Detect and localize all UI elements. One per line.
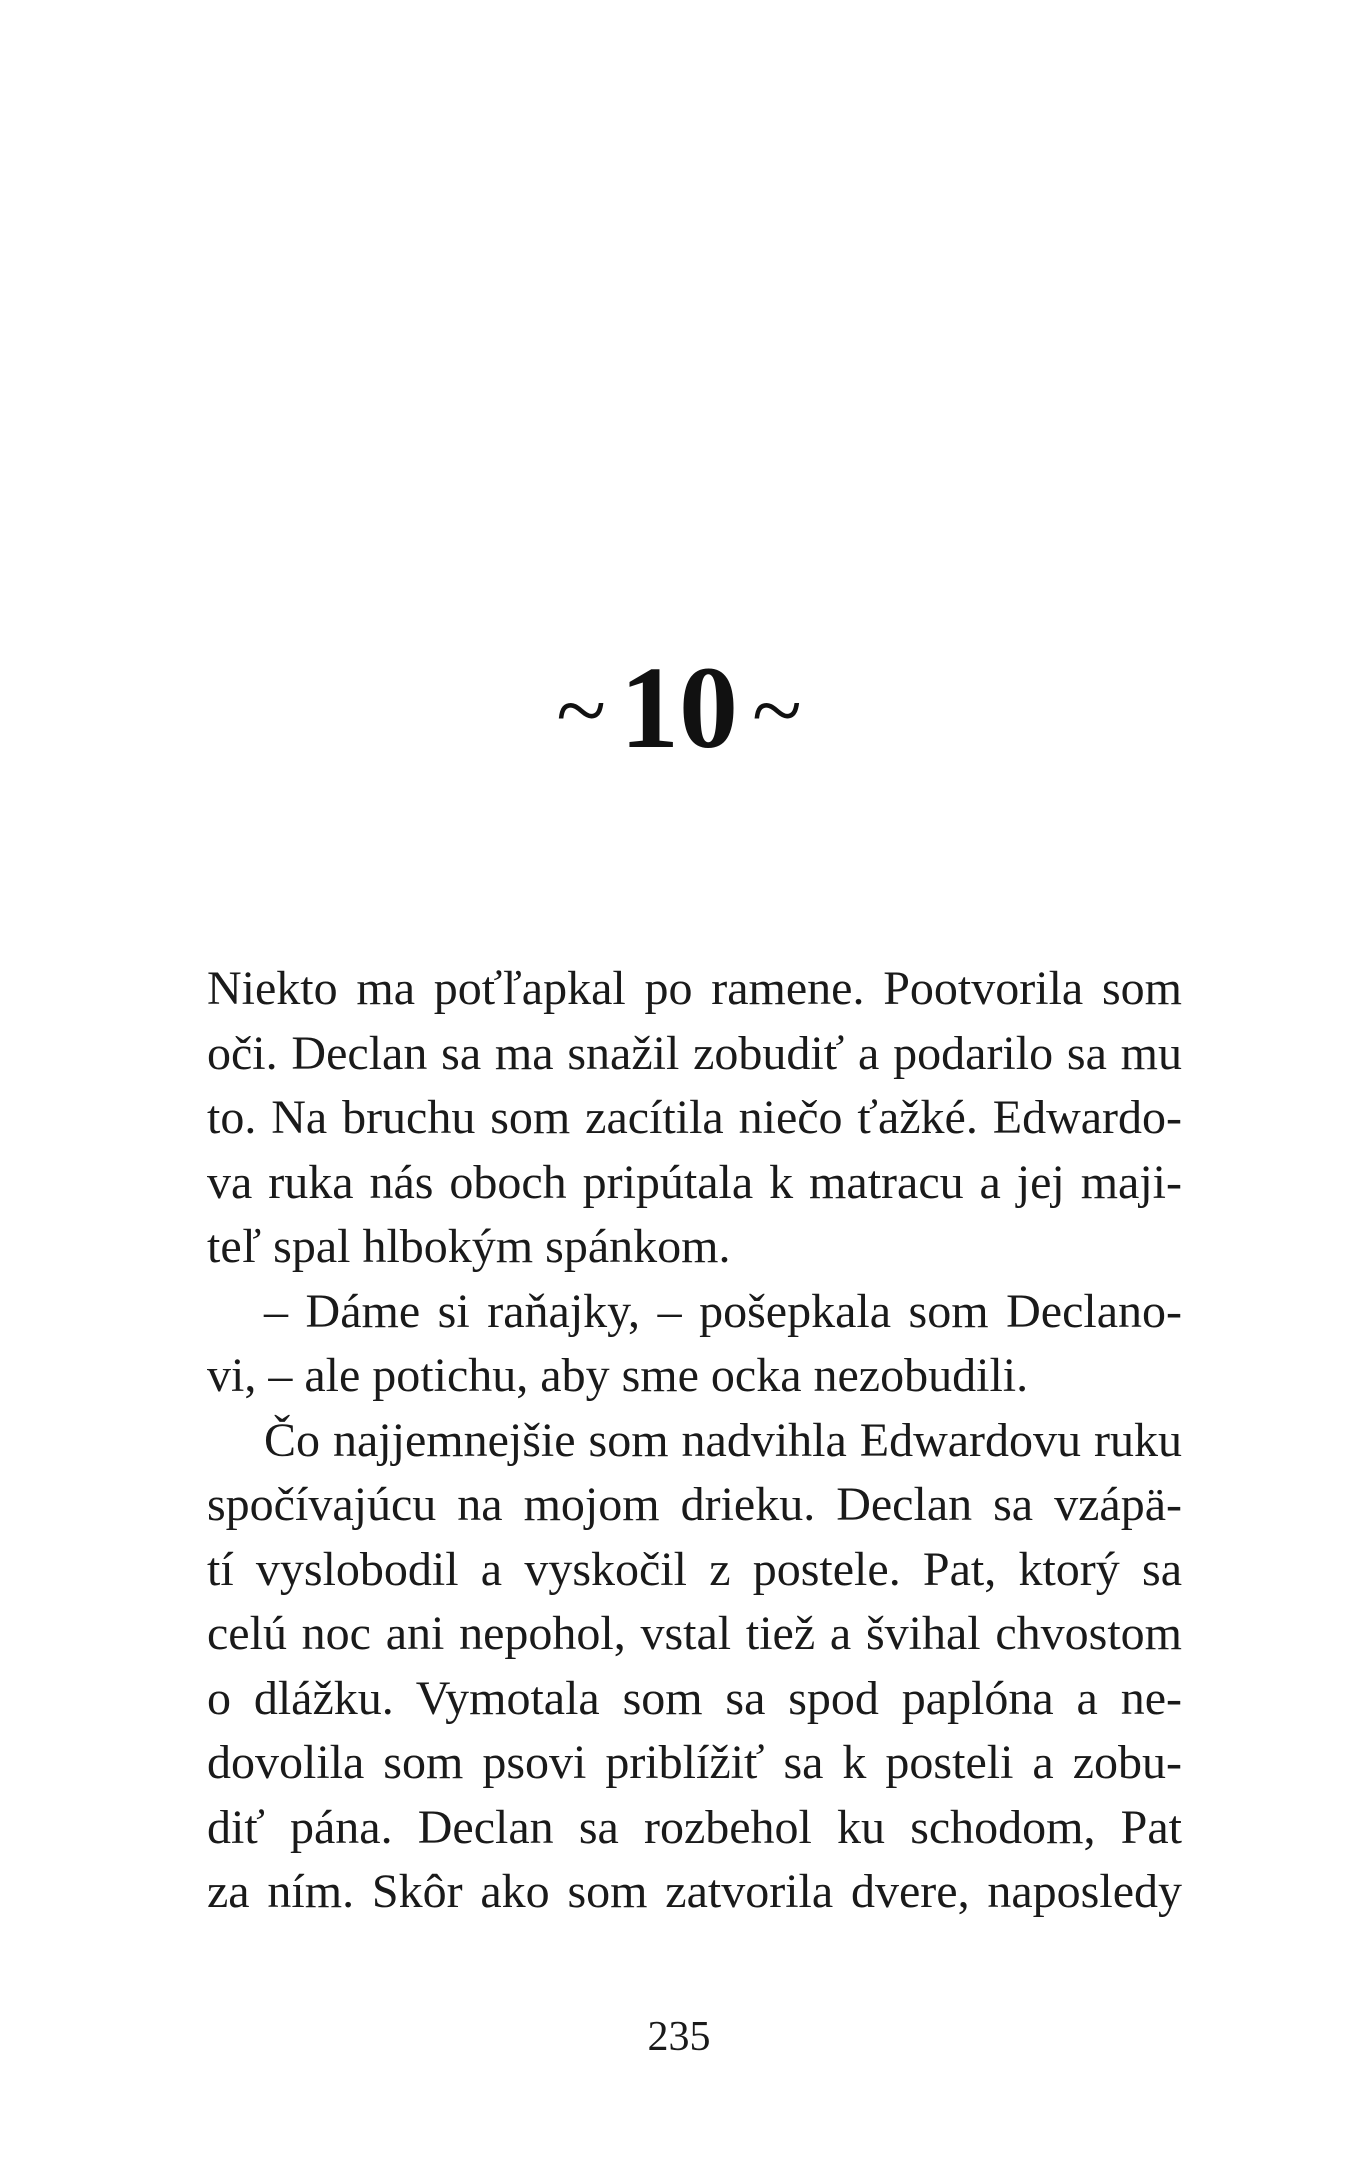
text-line: teľ spal hlbokým spánkom. xyxy=(207,1220,731,1273)
body-text xyxy=(207,957,1182,1925)
text-line: celú noc ani nepohol, vstal tiež a švihal chvostom xyxy=(207,1607,1182,1660)
text-line: diť pána. Declan sa rozbehol ku schodom, Pat xyxy=(207,1800,1182,1854)
text-line: spočívajúcu na mojom drieku. Declan sa vzápä- xyxy=(207,1478,1182,1531)
text-line: Čo najjemnejšie som nadvihla Edwardovu ruku xyxy=(264,1413,1182,1467)
text-line: va ruka nás oboch pripútala k matracu a jej maji- xyxy=(207,1155,1182,1209)
text-line: – Dáme si raňajky, – pošepkala som Declano- xyxy=(264,1284,1182,1338)
text-line: tí vyslobodil a vyskočil z postele. Pat, ktorý sa xyxy=(207,1542,1182,1596)
chapter-tilde-left: ~ xyxy=(556,659,606,761)
text-line: za ním. Skôr ako som zatvorila dvere, naposledy xyxy=(207,1865,1182,1918)
text-line: Niekto ma poťľapkal po ramene. Pootvorila som xyxy=(207,962,1182,1015)
text-line: oči. Declan sa ma snažil zobudiť a podarilo sa mu xyxy=(207,1026,1182,1080)
text-line: dovolila som psovi priblížiť sa k posteli a zobu- xyxy=(207,1736,1182,1789)
chapter-tilde-right: ~ xyxy=(752,659,802,761)
chapter-number: 10 xyxy=(620,642,738,773)
text-line: vi, – ale potichu, aby sme ocka nezobudili. xyxy=(207,1349,1029,1402)
page-number: 235 xyxy=(647,2014,711,2060)
text-line: to. Na bruchu som zacítila niečo ťažké. Edwardo- xyxy=(207,1091,1182,1144)
chapter-heading xyxy=(0,640,1358,776)
text-line: o dlážku. Vymotala som sa spod paplóna a ne- xyxy=(207,1671,1182,1725)
